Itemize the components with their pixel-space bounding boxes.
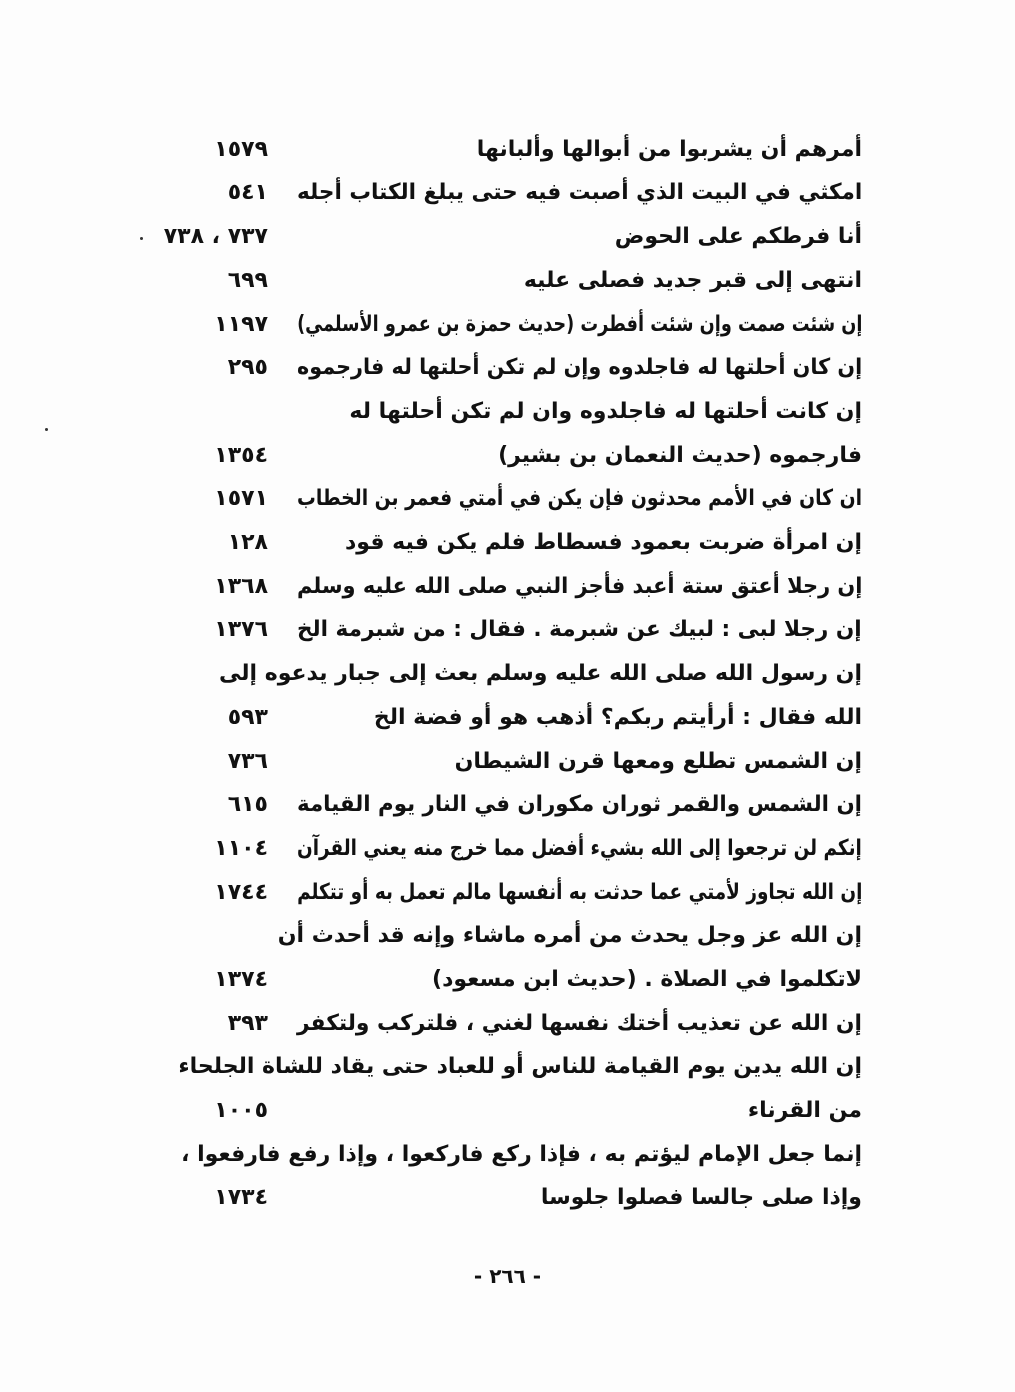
index-entry bbox=[0, 1176, 1015, 1220]
entry-pages: ١١٠٤ bbox=[214, 836, 268, 861]
entry-pages: ١٧٣٤ bbox=[214, 1185, 268, 1210]
entry-text: إنما جعل الإمام ليؤتم به ، فإذا ركع فاركعوا ، وإذا رفع فارفعوا ، bbox=[181, 1142, 862, 1167]
index-entry bbox=[0, 565, 1015, 609]
entry-text: ان كان في الأمم محدثون فإن يكن في أمتي فعمر بن الخطاب bbox=[296, 486, 862, 511]
index-entry bbox=[0, 171, 1015, 215]
entry-text: إن رسول الله صلى الله عليه وسلم بعث إلى جبار يدعوه إلى bbox=[219, 661, 862, 686]
index-entry bbox=[0, 1089, 1015, 1133]
entry-pages: ١٥٧٩ bbox=[214, 137, 268, 162]
entry-text: إن رجلا لبى : لبيك عن شبرمة . فقال : من شبرمة الخ bbox=[297, 617, 862, 642]
index-entry bbox=[0, 1133, 1015, 1177]
page-number: - ٢٦٦ - bbox=[473, 1264, 542, 1288]
entry-pages: ١٣٦٨ bbox=[214, 574, 268, 599]
entry-pages: ١٥٧١ bbox=[214, 486, 268, 511]
entry-text: إن الشمس تطلع ومعها قرن الشيطان bbox=[454, 749, 862, 774]
entry-pages: ٧٣٧ ، ٧٣٨ bbox=[163, 224, 268, 249]
entry-text: فارجموه (حديث النعمان بن بشير) bbox=[498, 443, 862, 468]
entry-text: انتهى إلى قبر جديد فصلى عليه bbox=[523, 268, 862, 293]
entry-text: لاتكلموا في الصلاة . (حديث ابن مسعود) bbox=[432, 967, 862, 992]
entry-text: أمرهم أن يشربوا من أبوالها وألبانها bbox=[476, 137, 862, 162]
index-entry bbox=[0, 1045, 1015, 1089]
entry-text: إن الله تجاوز لأمتي عما حدثت به أنفسها مالم تعمل به أو تتكلم bbox=[296, 880, 862, 905]
index-entry bbox=[0, 128, 1015, 172]
index-entry bbox=[0, 740, 1015, 784]
index-entry bbox=[0, 914, 1015, 958]
entry-text: إن رجلا أعتق ستة أعبد فأجز النبي صلى الله عليه وسلم bbox=[296, 574, 862, 599]
index-entry bbox=[0, 827, 1015, 871]
entry-text: من القرناء bbox=[747, 1098, 862, 1123]
entry-pages: ٥٤١ bbox=[227, 180, 268, 205]
entry-pages: ١٣٥٤ bbox=[214, 443, 268, 468]
index-entry bbox=[0, 390, 1015, 434]
scan-speck bbox=[140, 237, 143, 240]
index-entry bbox=[0, 303, 1015, 347]
entry-text: إن شئت صمت وإن شئت أفطرت (حديث حمزة بن عمرو الأسلمي) bbox=[296, 312, 862, 337]
entry-pages: ١٣٧٤ bbox=[214, 967, 268, 992]
index-entry bbox=[0, 871, 1015, 915]
index-entry bbox=[0, 783, 1015, 827]
index-entry bbox=[0, 608, 1015, 652]
entry-pages: ١٣٧٦ bbox=[214, 617, 268, 642]
entry-pages: ١٢٨ bbox=[227, 530, 268, 555]
index-entry bbox=[0, 434, 1015, 478]
entry-text: إن امرأة ضربت بعمود فسطاط فلم يكن فيه قود bbox=[344, 530, 862, 555]
entry-pages: ١٠٠٥ bbox=[214, 1098, 268, 1123]
index-entry bbox=[0, 259, 1015, 303]
index-entry bbox=[0, 1002, 1015, 1046]
entry-text: إن الله عن تعذيب أختك نفسها لغني ، فلتركب ولتكفر bbox=[297, 1011, 862, 1036]
entry-text: إن كان أحلتها له فاجلدوه وإن لم تكن أحلتها له فارجموه bbox=[296, 355, 862, 380]
entry-pages: ١٧٤٤ bbox=[214, 880, 268, 905]
entry-text: إنكم لن ترجعوا إلى الله بشيء أفضل مما خرج منه يعني القرآن bbox=[297, 836, 862, 861]
entry-text: إن الله يدين يوم القيامة للناس أو للعباد حتى يقاد للشاة الجلحاء bbox=[178, 1054, 862, 1079]
index-entry bbox=[0, 346, 1015, 390]
scan-speck bbox=[45, 428, 48, 431]
entry-pages: ٣٩٣ bbox=[227, 1011, 268, 1036]
index-entry bbox=[0, 652, 1015, 696]
entry-text: إن الشمس والقمر ثوران مكوران في النار يوم القيامة bbox=[297, 792, 862, 817]
index-entry bbox=[0, 215, 1015, 259]
entry-text: إن كانت أحلتها له فاجلدوه وان لم تكن أحلتها له bbox=[349, 399, 862, 424]
entry-text: إن الله عز وجل يحدث من أمره ماشاء وإنه قد أحدث أن bbox=[277, 923, 862, 948]
entry-pages: ١١٩٧ bbox=[214, 312, 268, 337]
index-entry bbox=[0, 958, 1015, 1002]
entry-text: امكثي في البيت الذي أصبت فيه حتى يبلغ الكتاب أجله bbox=[296, 180, 862, 205]
entry-pages: ٧٣٦ bbox=[227, 749, 268, 774]
entry-text: الله فقال : أرأيتم ربكم؟ أذهب هو أو فضة الخ bbox=[373, 705, 862, 730]
entry-pages: ٢٩٥ bbox=[227, 355, 268, 380]
entry-pages: ٥٩٣ bbox=[227, 705, 268, 730]
index-entry bbox=[0, 696, 1015, 740]
entry-pages: ٦٩٩ bbox=[227, 268, 268, 293]
index-entry bbox=[0, 477, 1015, 521]
entry-text: أنا فرطكم على الحوض bbox=[614, 224, 862, 249]
entry-pages: ٦١٥ bbox=[227, 792, 268, 817]
entry-text: وإذا صلى جالسا فصلوا جلوسا bbox=[540, 1185, 862, 1210]
index-entry bbox=[0, 521, 1015, 565]
